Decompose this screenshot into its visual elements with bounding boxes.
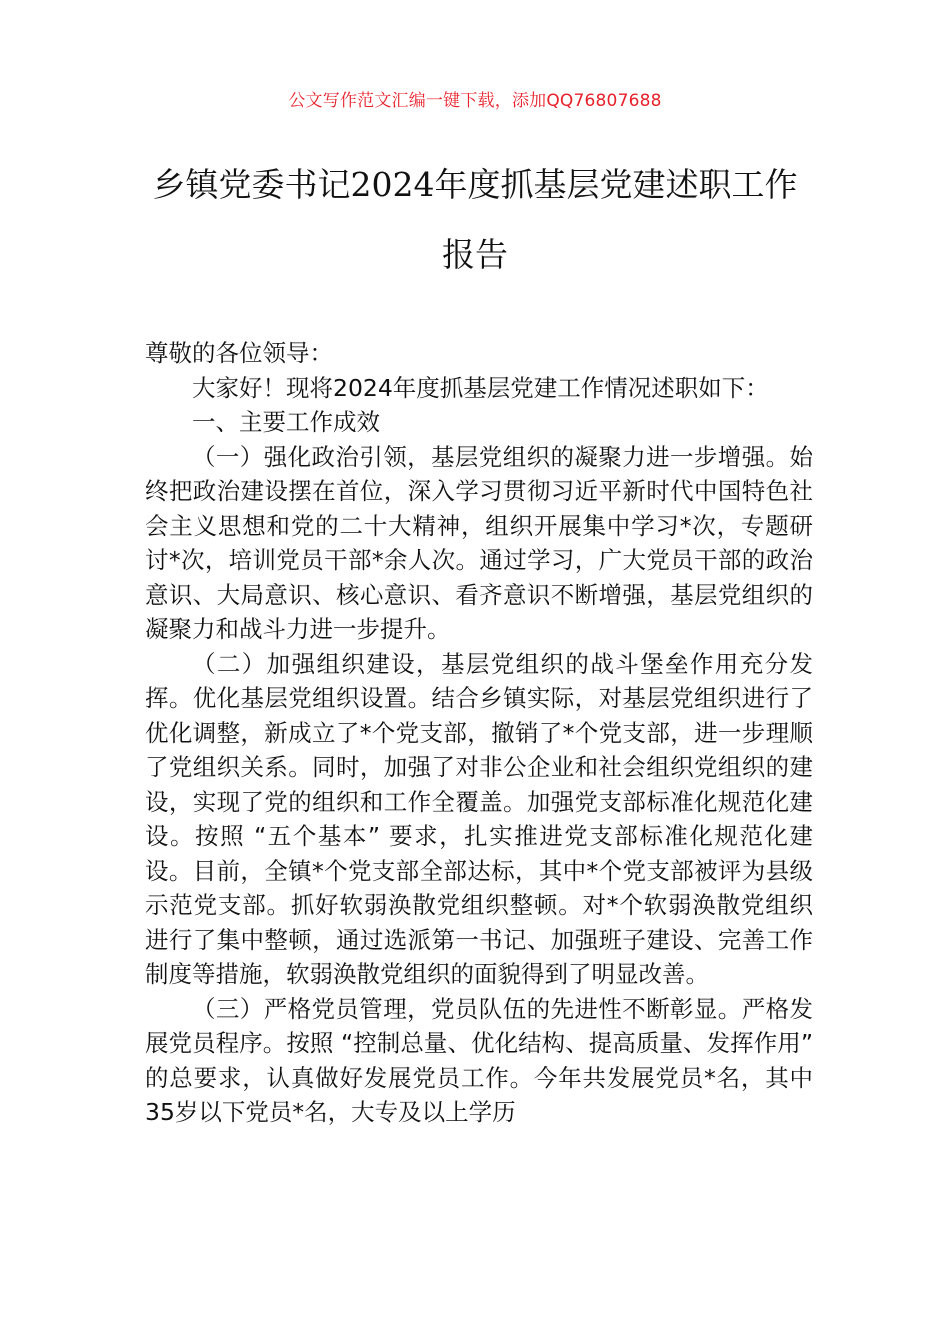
salutation: 尊敬的各位领导： — [145, 339, 333, 367]
document-title: 乡镇党委书记2024年度抓基层党建述职工作报告 — [152, 165, 798, 274]
document-body — [145, 336, 813, 1130]
body-paragraph: （三）严格党员管理，党员队伍的先进性不断彰显。严格发展党员程序。按照 “控制总量、优化结构、提高质量、发挥作用” 的总要求，认真做好发展党员工作。今年共发展党员*名，其中35岁以下党员*名，大专及以上学历 — [145, 994, 813, 1126]
download-notice: 公文写作范文汇编一键下载，添加QQ76807688 — [288, 91, 662, 111]
section-heading: 一、主要工作成效 — [192, 408, 380, 436]
greeting-paragraph: 大家好！现将2024年度抓基层党建工作情况述职如下： — [192, 373, 769, 402]
body-paragraph: （二）加强组织建设，基层党组织的战斗堡垒作用充分发挥。优化基层党组织设置。结合乡镇实际，对基层党组织进行了优化调整，新成立了*个党支部，撤销了*个党支部，进一步理顺了党组织关系。同时，加强了对非公企业和社会组织党组织的建设，实现了党的组织和工作全覆盖。加强党支部标准化规范化建设。按照 “五个基本” 要求，扎实推进党支部标准化规范化建设。目前，全镇*个党支部全部达标，其中*个党支部被评为县级示范党支部。抓好软弱涣散党组织整顿。对*个软弱涣散党组织进行了集中整顿，通过选派第一书记、加强班子建设、完善工作制度等措施，软弱涣散党组织的面貌得到了明显改善。 — [145, 649, 813, 988]
body-paragraph: （一）强化政治引领，基层党组织的凝聚力进一步增强。始终把政治建设摆在首位，深入学习贯彻习近平新时代中国特色社会主义思想和党的二十大精神，组织开展集中学习*次，专题研讨*次，培训党员干部*余人次。通过学习，广大党员干部的政治意识、大局意识、核心意识、看齐意识不断增强，基层党组织的凝聚力和战斗力进一步提升。 — [145, 442, 813, 643]
